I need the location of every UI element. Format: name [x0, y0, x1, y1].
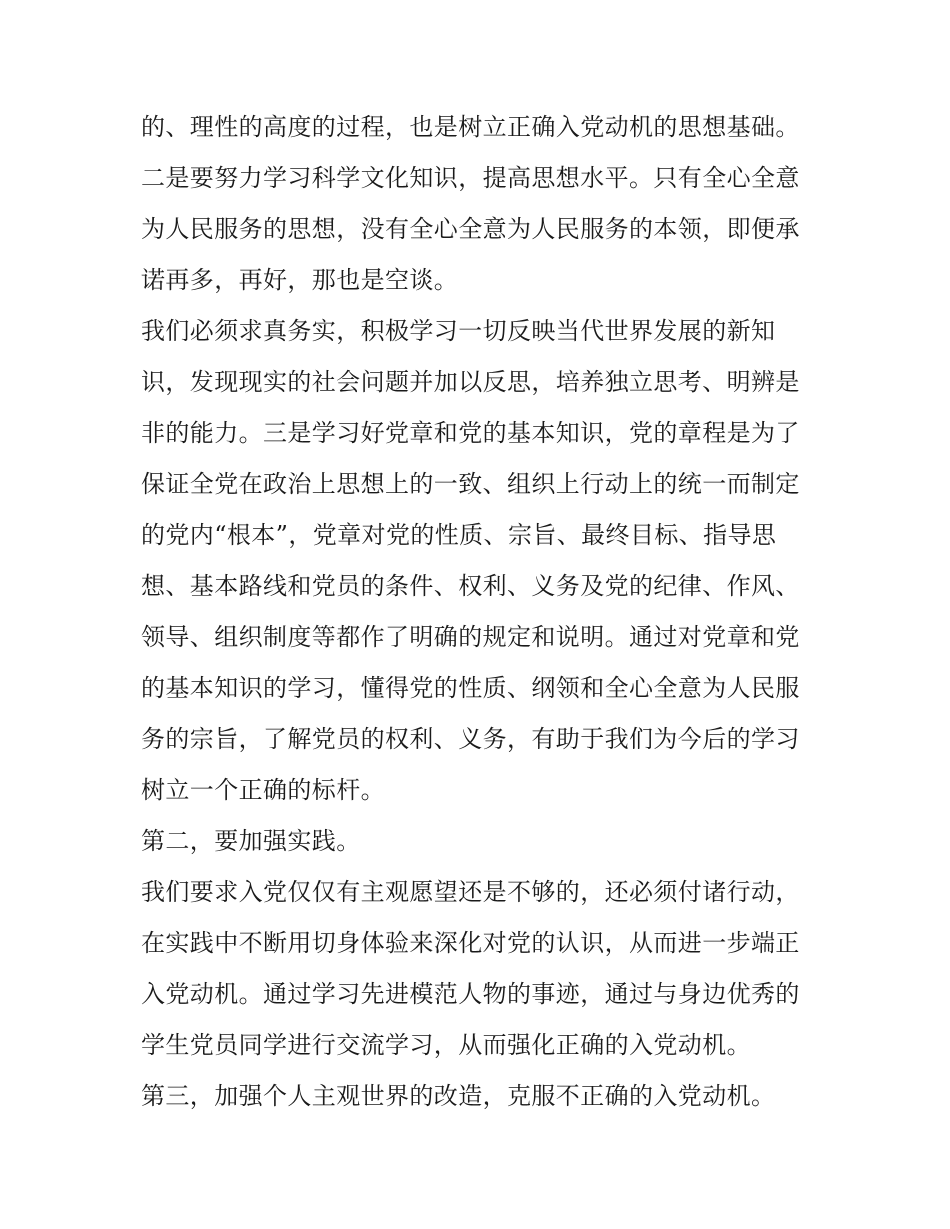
text-line: 诺再多，再好，那也是空谈。 — [141, 266, 459, 294]
text-line: 务的宗旨，了解党员的权利、义务，有助于我们为今后的学习 — [141, 725, 800, 753]
text-line: 我们要求入党仅仅有主观愿望还是不够的，还必须付诸行动， — [141, 878, 800, 906]
text-line: 树立一个正确的标杆。 — [141, 776, 385, 804]
text-line: 的基本知识的学习，懂得党的性质、纲领和全心全意为人民服 — [141, 674, 800, 702]
text-line: 的党内“根本”，党章对党的性质、宗旨、最终目标、指导思 — [141, 521, 777, 549]
text-line: 学生党员同学进行交流学习，从而强化正确的入党动机。 — [141, 1031, 751, 1059]
text-line: 入党动机。通过学习先进模范人物的事迹，通过与身边优秀的 — [141, 980, 800, 1008]
text-line: 为人民服务的思想，没有全心全意为人民服务的本领，即便承 — [141, 215, 800, 243]
text-line: 第三，加强个人主观世界的改造，克服不正确的入党动机。 — [141, 1082, 776, 1110]
text-line: 在实践中不断用切身体验来深化对党的认识，从而进一步端正 — [141, 929, 800, 957]
text-line: 的、理性的高度的过程，也是树立正确入党动机的思想基础。 — [141, 113, 800, 141]
text-line: 非的能力。三是学习好党章和党的基本知识，党的章程是为了 — [141, 419, 800, 447]
text-line: 领导、组织制度等都作了明确的规定和说明。通过对党章和党 — [141, 623, 800, 651]
text-line: 保证全党在政治上思想上的一致、组织上行动上的统一而制定 — [141, 470, 800, 498]
text-line: 第二，要加强实践。 — [141, 827, 361, 855]
text-line: 二是要努力学习科学文化知识，提高思想水平。只有全心全意 — [141, 164, 800, 192]
document-body — [141, 102, 813, 1122]
text-line: 想、基本路线和党员的条件、权利、义务及党的纪律、作风、 — [141, 572, 800, 600]
text-line: 识，发现现实的社会问题并加以反思，培养独立思考、明辨是 — [141, 368, 800, 396]
text-line: 我们必须求真务实，积极学习一切反映当代世界发展的新知 — [141, 317, 776, 345]
